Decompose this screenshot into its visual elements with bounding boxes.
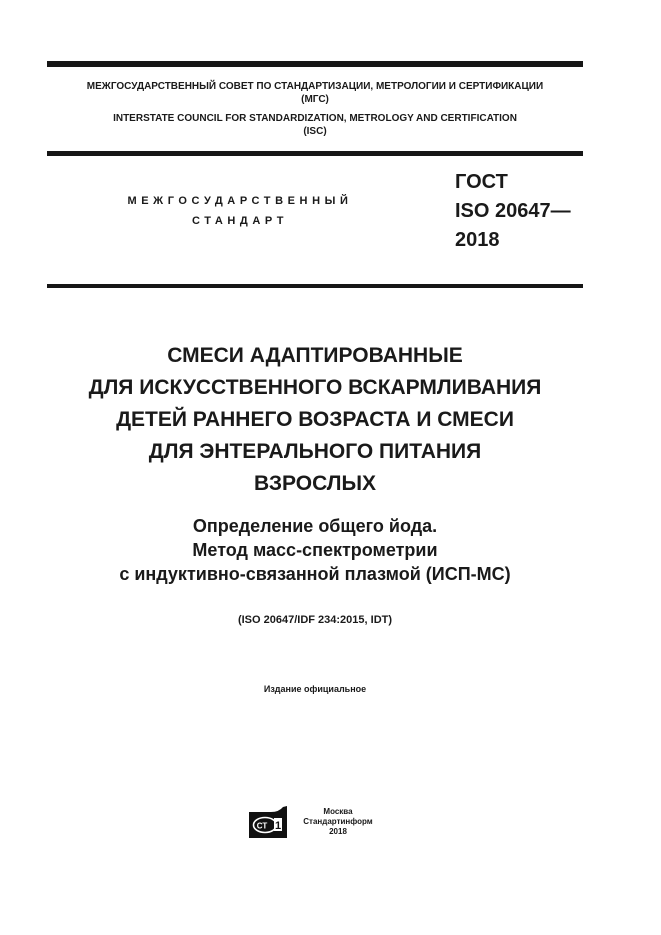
document-title <box>40 340 590 500</box>
iso-reference: (ISO 20647/IDF 234:2015, IDT) <box>237 614 393 626</box>
publisher-name: Стандартинформ <box>303 817 373 826</box>
subtitle-line: Метод масс-спектрометрии <box>192 540 438 560</box>
council-ru-block <box>47 80 583 106</box>
gost-line2: ISO 20647— <box>455 200 571 222</box>
council-ru-name: МЕЖГОСУДАРСТВЕННЫЙ СОВЕТ ПО СТАНДАРТИЗАЦИИ, МЕТРОЛОГИИ И СЕРТИФИКАЦИИ <box>86 81 544 92</box>
publisher-year: 2018 <box>329 827 347 836</box>
subtitle-line: Определение общего йода. <box>192 516 438 536</box>
document-subtitle <box>40 514 590 586</box>
council-en-name: INTERSTATE COUNCIL FOR STANDARDIZATION, METROLOGY AND CERTIFICATION <box>113 113 517 124</box>
standard-kind-line2: СТАНДАРТ <box>191 215 289 227</box>
gost-line3: 2018 <box>455 229 500 251</box>
top-rule <box>47 61 583 67</box>
subtitle-line: с индуктивно-связанной плазмой (ИСП-МС) <box>119 564 511 584</box>
publisher-block <box>296 807 380 837</box>
council-ru-abbr: (МГС) <box>301 94 329 105</box>
title-line: ДЛЯ ЭНТЕРАЛЬНОГО ПИТАНИЯ <box>148 440 482 463</box>
standard-kind-line1: МЕЖГОСУДАРСТВЕННЫЙ <box>127 195 353 207</box>
council-en-block <box>47 112 583 138</box>
publisher-city: Москва <box>323 807 353 816</box>
title-line: СМЕСИ АДАПТИРОВАННЫЕ <box>167 344 463 367</box>
logo-text: СТ <box>256 821 268 831</box>
gost-designation <box>455 168 571 255</box>
title-line: ДЕТЕЙ РАННЕГО ВОЗРАСТА И СМЕСИ <box>116 408 514 431</box>
designation-rule <box>47 284 583 288</box>
title-line: ДЛЯ ИСКУССТВЕННОГО ВСКАРМЛИВАНИЯ <box>88 376 542 399</box>
logo-digit: 1 <box>274 820 282 832</box>
title-line: ВЗРОСЛЫХ <box>253 472 377 495</box>
header-rule <box>47 151 583 156</box>
gost-line1: ГОСТ <box>455 171 508 193</box>
edition-label: Издание официальное <box>263 684 367 694</box>
council-en-abbr: (ISC) <box>303 126 327 137</box>
standard-kind <box>100 191 380 231</box>
standartinform-logo-icon <box>249 806 287 838</box>
